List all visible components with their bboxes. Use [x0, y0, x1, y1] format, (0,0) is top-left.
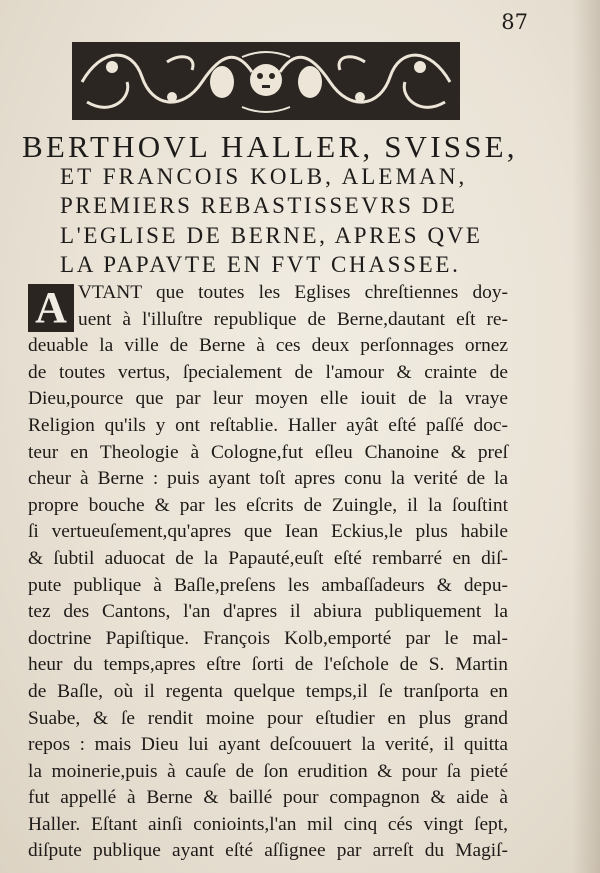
drop-cap: A [28, 284, 74, 332]
text-line: fut appellé à Berne & baillé pour compagnon & aide à [28, 787, 508, 809]
text-line: cheur à Berne : puis ayant toſt apres conu la verité de la [28, 468, 508, 490]
text-line: Religion qu'ils y ont reſtablie. Haller ayât eſté paſſé doc- [28, 414, 508, 436]
text-line: Suabe, & ſe rendit moine pour eſtudier en plus grand [28, 707, 508, 729]
text-line: heur du temps,apres eſtre ſorti de l'eſchole de S. Martin [28, 654, 508, 676]
text-line: ſi vertueuſement,qu'apres que Iean Eckius,le plus habile [28, 521, 508, 543]
text-line: deuable la ville de Berne à ces deux perſonnages ornez [28, 335, 508, 357]
headpiece-ornament [72, 42, 460, 120]
title-line: ET FRANCOIS KOLB, ALEMAN, [60, 163, 468, 189]
text-line: uent à l'illuſtre republique de Berne,dautant eſt re- [78, 308, 508, 330]
title-line: PREMIERS REBASTISSEVRS DE [60, 193, 458, 218]
text-line: propre bouche & par les eſcrits de Zuingle, il la ſouſtint [28, 494, 508, 516]
text-line: VTANT que toutes les Eglises chreſtiennes doy- [78, 282, 508, 303]
body-paragraph [28, 280, 508, 865]
text-line: Haller. Eſtant ainſi conioints,l'an mil cinq cés vingt ſept, [28, 813, 508, 835]
title-line: LA PAPAVTE EN FVT CHASSEE. [60, 252, 461, 277]
title-line: BERTHOVL HALLER, SVISSE, [22, 129, 518, 164]
page-number: 87 [501, 10, 528, 34]
text-line: tez des Cantons, l'an d'apres il abiura publiquement la [28, 601, 508, 623]
text-line: & ſubtil aduocat de la Papauté,euſt eſté rembarré en diſ- [28, 547, 508, 569]
text-line: repos : mais Dieu lui ayant deſcouuert la verité, il quitta [28, 734, 508, 756]
text-line: doctrine Papiſtique. François Kolb,emporté par le mal- [28, 627, 508, 649]
text-line: Dieu,pource que par leur moyen elle iouit de la vraye [28, 388, 508, 410]
text-line: de Baſle, où il regenta quelque temps,il ſe tranſporta en [28, 680, 508, 702]
chapter-title [22, 129, 518, 280]
text-line: diſpute publique ayant eſté aſſignee par arreſt du Magiſ- [28, 840, 508, 862]
text-line: la moinerie,puis à cauſe de ſon erudition & pour ſa pieté [28, 760, 508, 782]
text-line: teur en Theologie à Cologne,fut eſleu Chanoine & preſ [28, 441, 508, 463]
text-line: de toutes vertus, ſpecialement de l'amour & crainte de [28, 361, 508, 383]
title-line: L'EGLISE DE BERNE, APRES QVE [60, 222, 483, 248]
text-line: pute publique à Baſle,preſens les ambaſſadeurs & depu- [28, 574, 508, 596]
